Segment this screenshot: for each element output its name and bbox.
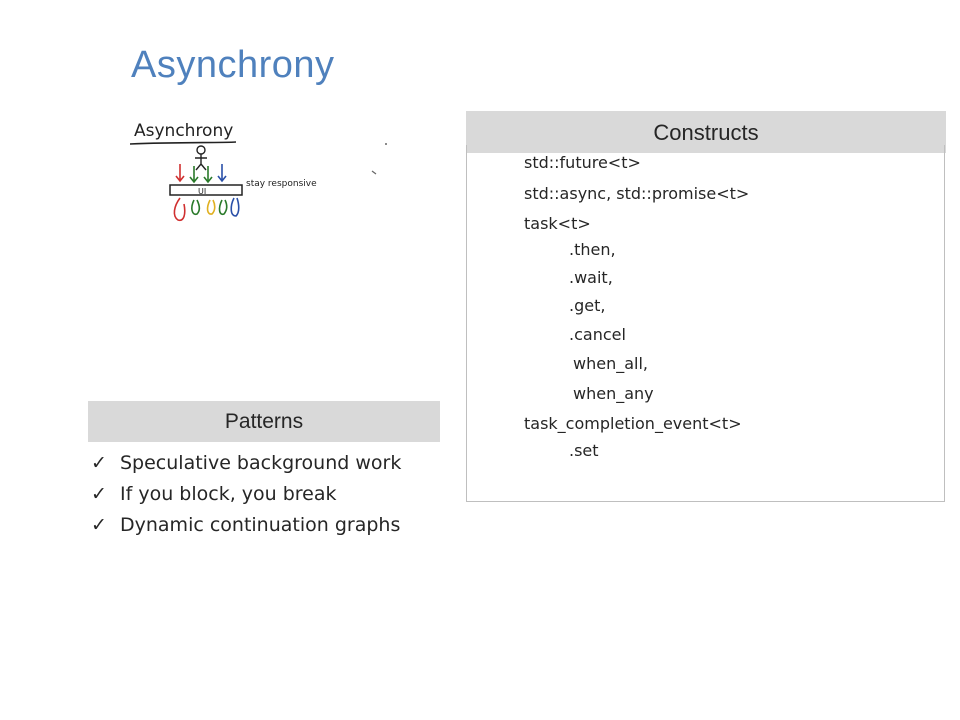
construct-item: .wait, [569, 268, 613, 287]
checkmark-icon: ✓ [91, 483, 107, 505]
checkmark-icon: ✓ [91, 452, 107, 474]
patterns-header: Patterns [88, 401, 440, 442]
constructs-header: Constructs [466, 111, 946, 153]
pattern-item [91, 452, 401, 474]
checkmark-icon: ✓ [91, 514, 107, 536]
construct-item: .set [569, 441, 599, 460]
pattern-item-label: Dynamic continuation graphs [120, 514, 401, 536]
sketch-note: stay responsive [246, 179, 317, 189]
pattern-item [91, 483, 337, 505]
construct-item: std::future<t> [524, 153, 641, 172]
construct-item: .cancel [569, 325, 626, 344]
pattern-item [91, 514, 400, 536]
pattern-item-label: If you block, you break [120, 483, 337, 505]
sketch-ui-label: UI [198, 187, 207, 196]
construct-item: when_any [573, 384, 654, 403]
construct-item: .then, [569, 240, 616, 259]
construct-item: when_all, [573, 354, 648, 373]
construct-item: task<t> [524, 214, 591, 233]
slide-title: Asynchrony [131, 44, 335, 86]
construct-item: task_completion_event<t> [524, 414, 742, 433]
pattern-item-label: Speculative background work [120, 452, 402, 474]
construct-item: std::async, std::promise<t> [524, 184, 750, 203]
asynchrony-sketch [118, 110, 408, 240]
sketch-heading: Asynchrony [134, 121, 234, 141]
construct-item: .get, [569, 296, 606, 315]
